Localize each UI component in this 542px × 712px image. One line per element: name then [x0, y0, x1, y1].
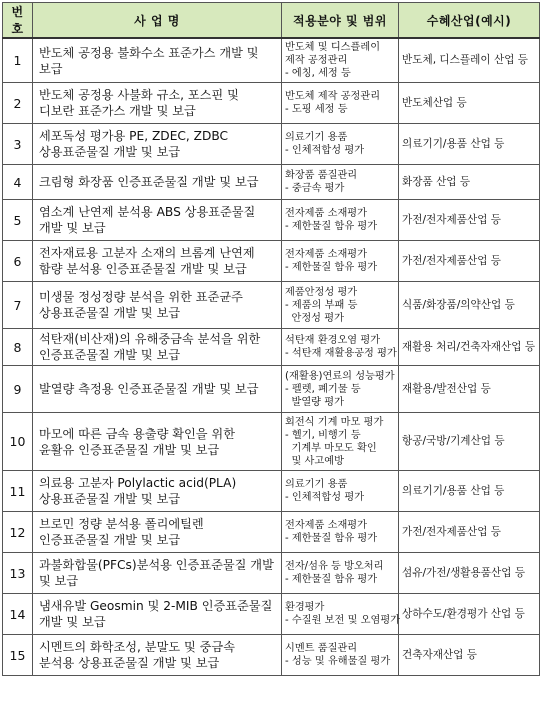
- industry-cell: [399, 553, 540, 594]
- project-name-cell-line: 브로민 정량 분석용 폴리에틸렌: [39, 517, 204, 531]
- row-number: 4: [3, 165, 33, 200]
- industry-cell: [399, 471, 540, 512]
- project-name-cell: [33, 553, 282, 594]
- table-row: [3, 329, 540, 366]
- scope-cell-line: 안정성 평가: [285, 312, 344, 324]
- industry-cell: [399, 165, 540, 200]
- industry-cell-line: 재활용/발전산업 등: [402, 382, 491, 395]
- project-name-cell-line: 상용표준물질 개발 및 보급: [39, 145, 181, 159]
- row-number: 2: [3, 83, 33, 124]
- project-name-cell: [33, 366, 282, 413]
- project-name-cell-line: 시멘트의 화학조성, 분말도 및 중금속: [39, 640, 235, 654]
- header-number: 번호: [3, 3, 33, 39]
- industry-cell: [399, 413, 540, 471]
- table-body: [3, 38, 540, 676]
- table-row: [3, 594, 540, 635]
- header-scope: 적용분야 및 범위: [282, 3, 399, 39]
- table-row: [3, 124, 540, 165]
- row-number: 10: [3, 413, 33, 471]
- project-name-cell: [33, 413, 282, 471]
- scope-cell: [282, 635, 399, 676]
- table-header: [3, 3, 540, 39]
- project-name-cell-line: 상용표준물질 개발 및 보급: [39, 306, 181, 320]
- table-row: [3, 366, 540, 413]
- scope-cell-line: 전자제품 소재평가: [285, 249, 367, 260]
- project-name-cell-line: 보급: [39, 61, 63, 76]
- industry-cell-line: 가전/전자제품산업 등: [402, 525, 502, 538]
- project-name-cell: [33, 329, 282, 366]
- industry-cell: [399, 366, 540, 413]
- scope-cell-line: 전자제품 소재평가: [285, 208, 367, 219]
- project-name-cell-line: 반도체 공정용 사불화 규소, 포스핀 및: [39, 88, 239, 102]
- table-row: [3, 635, 540, 676]
- project-name-cell-line: 인증표준물질 개발 및 보급: [39, 348, 181, 362]
- scope-cell-line: 반도체 제작 공정관리: [285, 91, 381, 102]
- project-name-cell-line: 및 보급: [39, 574, 79, 588]
- industry-cell: [399, 38, 540, 83]
- scope-cell-line: 석탄재 환경오염 평가: [285, 335, 381, 346]
- scope-cell-line: - 제한물질 함유 평가: [285, 221, 378, 232]
- row-number: 3: [3, 124, 33, 165]
- project-name-cell-line: 인증표준물질 개발 및 보급: [39, 533, 181, 547]
- industry-cell: [399, 594, 540, 635]
- table-row: [3, 413, 540, 471]
- row-number: 5: [3, 200, 33, 241]
- row-number: 6: [3, 241, 33, 282]
- row-number: 8: [3, 329, 33, 366]
- project-name-cell-line: 개발 및 보급: [39, 615, 106, 629]
- table-row: [3, 200, 540, 241]
- row-number: 7: [3, 282, 33, 329]
- industry-cell-line: 상하수도/환경평가 산업 등: [402, 607, 525, 620]
- scope-cell-line: - 석탄재 재활용공정 평가: [285, 348, 397, 359]
- scope-cell-line: - 제한물질 함유 평가: [285, 262, 378, 273]
- scope-cell-line: (재활용)연료의 성능평가: [285, 370, 395, 382]
- scope-cell: [282, 329, 399, 366]
- scope-cell-line: - 에칭, 세정 등: [285, 68, 351, 79]
- scope-cell: [282, 282, 399, 329]
- scope-cell-line: - 인체적합성 평가: [285, 492, 365, 503]
- scope-cell-line: - 인체적합성 평가: [285, 145, 365, 156]
- industry-cell-line: 의료기기/용품 산업 등: [402, 137, 505, 150]
- scope-cell-line: 제품안정성 평가: [285, 286, 358, 298]
- project-name-cell: [33, 594, 282, 635]
- scope-cell: [282, 200, 399, 241]
- project-name-cell: [33, 512, 282, 553]
- scope-cell-line: 회전식 기계 마모 평가: [285, 416, 384, 428]
- project-name-cell-line: 상용표준물질 개발 및 보급: [39, 492, 181, 506]
- industry-cell: [399, 124, 540, 165]
- scope-cell-line: 및 사고예방: [285, 455, 344, 467]
- table-row: [3, 83, 540, 124]
- table-row: [3, 471, 540, 512]
- scope-cell: [282, 165, 399, 200]
- industry-cell-line: 섬유/가전/생활용품산업 등: [402, 566, 526, 579]
- project-name-cell: [33, 282, 282, 329]
- scope-cell-line: - 수질원 보전 및 오염평가: [285, 615, 401, 626]
- project-name-cell-line: 발열량 측정용 인증표준물질 개발 및 보급: [39, 382, 259, 396]
- scope-cell-line: - 중금속 평가: [285, 183, 345, 194]
- scope-cell-line: - 제품의 부패 등: [285, 299, 358, 311]
- project-name-cell-line: 마모에 따른 금속 용출량 확인을 위한: [39, 426, 235, 441]
- scope-cell-line: - 도핑 세정 등: [285, 104, 348, 115]
- row-number: 13: [3, 553, 33, 594]
- industry-cell-line: 항공/국방/기계산업 등: [402, 435, 505, 447]
- scope-cell-line: 의료기기 용품: [285, 479, 348, 490]
- table-row: [3, 282, 540, 329]
- project-name-cell-line: 석탄재(비산재)의 유해중금속 분석을 위한: [39, 332, 261, 346]
- row-number: 1: [3, 38, 33, 83]
- scope-cell: [282, 124, 399, 165]
- scope-cell-line: 발열량 평가: [285, 396, 344, 408]
- scope-cell-line: 반도체 및 디스플레이: [285, 42, 381, 53]
- table-row: [3, 241, 540, 282]
- scope-cell-line: - 펠렛, 폐기물 등: [285, 383, 361, 395]
- table-row: [3, 38, 540, 83]
- scope-cell-line: 화장품 품질관리: [285, 170, 358, 181]
- scope-cell-line: 시멘트 품질관리: [285, 643, 358, 654]
- industry-cell-line: 가전/전자제품산업 등: [402, 254, 502, 267]
- industry-cell: [399, 282, 540, 329]
- scope-cell-line: - 헬기, 비행기 등: [285, 429, 361, 441]
- standards-table: [2, 2, 540, 676]
- industry-cell-line: 가전/전자제품산업 등: [402, 213, 502, 226]
- project-name-cell-line: 개발 및 보급: [39, 221, 106, 235]
- industry-cell: [399, 200, 540, 241]
- scope-cell-line: 제작 공정관리: [285, 55, 348, 66]
- row-number: 9: [3, 366, 33, 413]
- scope-cell: [282, 471, 399, 512]
- table-row: [3, 553, 540, 594]
- project-name-cell: [33, 200, 282, 241]
- table-row: [3, 512, 540, 553]
- scope-cell: [282, 553, 399, 594]
- project-name-cell-line: 크림형 화장품 인증표준물질 개발 및 보급: [39, 175, 259, 189]
- project-name-cell: [33, 241, 282, 282]
- scope-cell-line: - 제한물질 함유 평가: [285, 574, 378, 585]
- scope-cell-line: 의료기기 용품: [285, 132, 348, 143]
- project-name-cell: [33, 165, 282, 200]
- industry-cell: [399, 241, 540, 282]
- industry-cell: [399, 83, 540, 124]
- scope-cell-line: - 성능 및 유해물질 평가: [285, 656, 391, 667]
- scope-cell: [282, 38, 399, 83]
- scope-cell-line: 전자제품 소재평가: [285, 520, 367, 531]
- row-number: 15: [3, 635, 33, 676]
- scope-cell: [282, 512, 399, 553]
- scope-cell: [282, 83, 399, 124]
- scope-cell: [282, 594, 399, 635]
- project-name-cell-line: 의료용 고분자 Polylactic acid(PLA): [39, 476, 237, 490]
- scope-cell-line: 환경평가: [285, 602, 325, 613]
- header-row: [3, 3, 540, 39]
- scope-cell: [282, 413, 399, 471]
- industry-cell-line: 반도체산업 등: [402, 96, 467, 109]
- scope-cell: [282, 366, 399, 413]
- industry-cell-line: 식품/화장품/의약산업 등: [402, 298, 515, 311]
- project-name-cell-line: 분석용 상용표준물질 개발 및 보급: [39, 656, 220, 670]
- scope-cell-line: - 제한물질 함유 평가: [285, 533, 378, 544]
- project-name-cell-line: 미생물 정성정량 분석을 위한 표준균주: [39, 290, 243, 304]
- industry-cell: [399, 635, 540, 676]
- project-name-cell-line: 냄새유발 Geosmin 및 2-MIB 인증표준물질: [39, 599, 273, 613]
- project-name-cell-line: 세포독성 평가용 PE, ZDEC, ZDBC: [39, 129, 229, 143]
- industry-cell-line: 의료기기/용품 산업 등: [402, 484, 505, 497]
- project-name-cell: [33, 38, 282, 83]
- row-number: 12: [3, 512, 33, 553]
- scope-cell-line: 전자/섬유 등 방오처리: [285, 561, 384, 572]
- industry-cell: [399, 329, 540, 366]
- project-name-cell: [33, 83, 282, 124]
- project-name-cell: [33, 635, 282, 676]
- project-name-cell-line: 윤활유 인증표준물질 개발 및 보급: [39, 442, 220, 457]
- industry-cell: [399, 512, 540, 553]
- industry-cell-line: 건축자재산업 등: [402, 648, 478, 661]
- project-name-cell-line: 함량 분석용 인증표준물질 개발 및 보급: [39, 262, 247, 276]
- header-project-name: 사 업 명: [33, 3, 282, 39]
- table-row: [3, 165, 540, 200]
- project-name-cell-line: 반도체 공정용 불화수소 표준가스 개발 및: [39, 45, 259, 60]
- row-number: 11: [3, 471, 33, 512]
- industry-cell-line: 화장품 산업 등: [402, 175, 471, 188]
- header-industry: 수혜산업(예시): [399, 3, 540, 39]
- scope-cell-line: 기계부 마모도 확인: [285, 442, 377, 454]
- project-name-cell-line: 염소계 난연제 분석용 ABS 상용표준물질: [39, 205, 256, 219]
- row-number: 14: [3, 594, 33, 635]
- project-name-cell: [33, 471, 282, 512]
- project-name-cell-line: 전자재료용 고분자 소재의 브롬계 난연제: [39, 246, 255, 260]
- industry-cell-line: 반도체, 디스플레이 산업 등: [402, 54, 529, 66]
- industry-cell-line: 재활용 처리/건축자재산업 등: [402, 340, 536, 353]
- scope-cell: [282, 241, 399, 282]
- project-name-cell: [33, 124, 282, 165]
- project-name-cell-line: 디보란 표준가스 개발 및 보급: [39, 104, 196, 118]
- project-name-cell-line: 과불화합물(PFCs)분석용 인증표준물질 개발: [39, 558, 274, 572]
